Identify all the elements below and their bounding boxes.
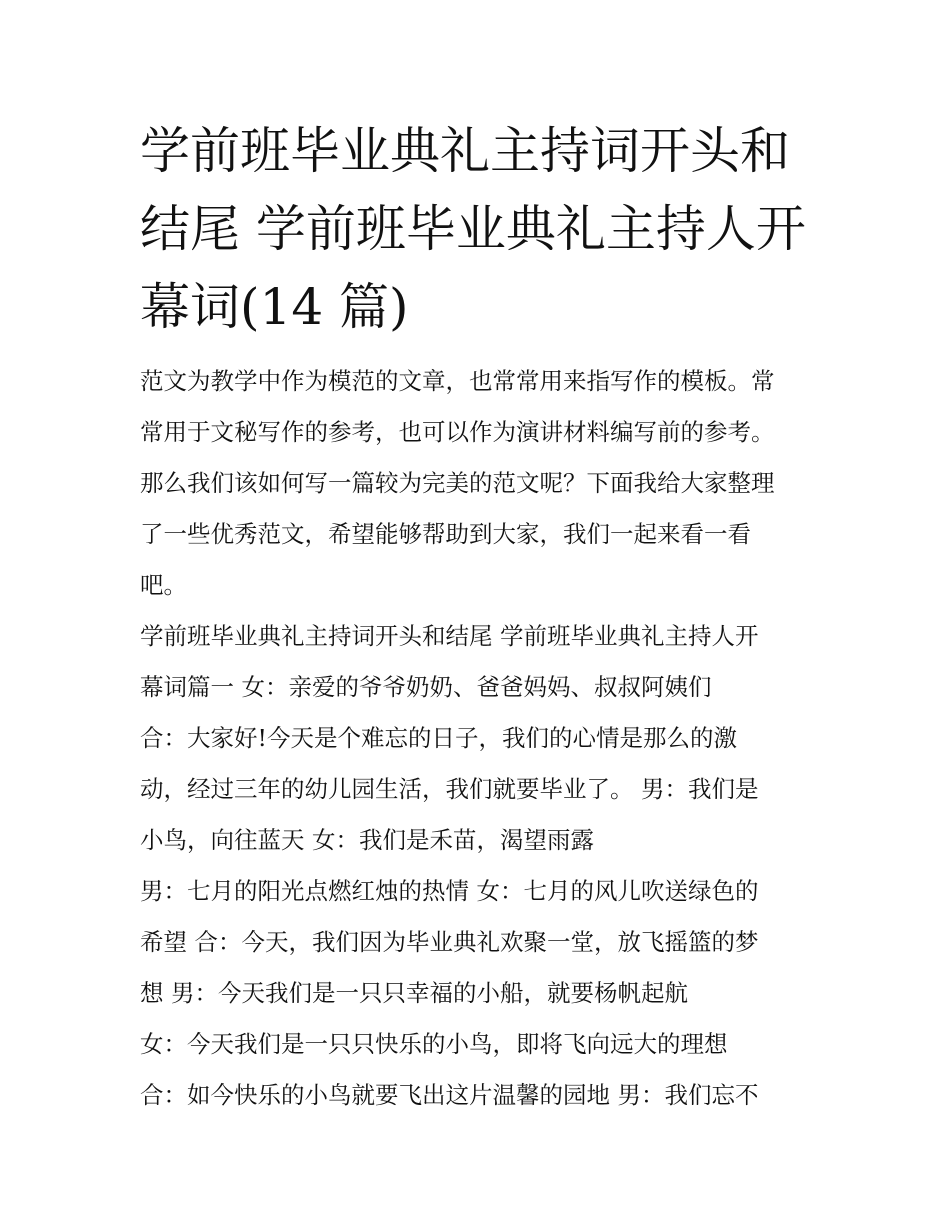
body-line: 那么我们该如何写一篇较为完美的范文呢？下面我给大家整理 [140,469,775,497]
body-line: 女：今天我们是一只只快乐的小鸟，即将飞向远大的理想 [140,1030,728,1058]
body-line: 小鸟，向往蓝天 女：我们是禾苗，渴望雨露 [140,826,594,854]
body-line: 范文为教学中作为模范的文章，也常常用来指写作的模板。常 [140,367,775,395]
body-line: 动，经过三年的幼儿园生活，我们就要毕业了。 男：我们是 [140,775,759,803]
body-line: 吧。 [140,571,187,599]
body-line: 幕词篇一 女：亲爱的爷爷奶奶、爸爸妈妈、叔叔阿姨们 [140,673,712,701]
body-line: 了一些优秀范文，希望能够帮助到大家，我们一起来看一看 [140,520,751,548]
title-line: 幕词(14 篇) [140,278,409,336]
title-line: 结尾 学前班毕业典礼主持人开 [140,200,806,258]
body-line: 常用于文秘写作的参考，也可以作为演讲材料编写前的参考。 [140,418,775,446]
title-line: 学前班毕业典礼主持词开头和 [140,122,790,180]
body-line: 想 男：今天我们是一只只幸福的小船，就要杨帆起航 [140,979,688,1007]
body-line: 合：如今快乐的小鸟就要飞出这片温馨的园地 男：我们忘不 [140,1081,759,1109]
body-line: 希望 合：今天，我们因为毕业典礼欢聚一堂，放飞摇篮的梦 [140,928,759,956]
body-line: 男：七月的阳光点燃红烛的热情 女：七月的风儿吹送绿色的 [140,877,759,905]
body-line: 合：大家好!今天是个难忘的日子，我们的心情是那么的激 [140,724,737,752]
document-title [140,112,820,346]
document-body [140,356,820,1121]
body-line: 学前班毕业典礼主持词开头和结尾 学前班毕业典礼主持人开 [140,622,759,650]
